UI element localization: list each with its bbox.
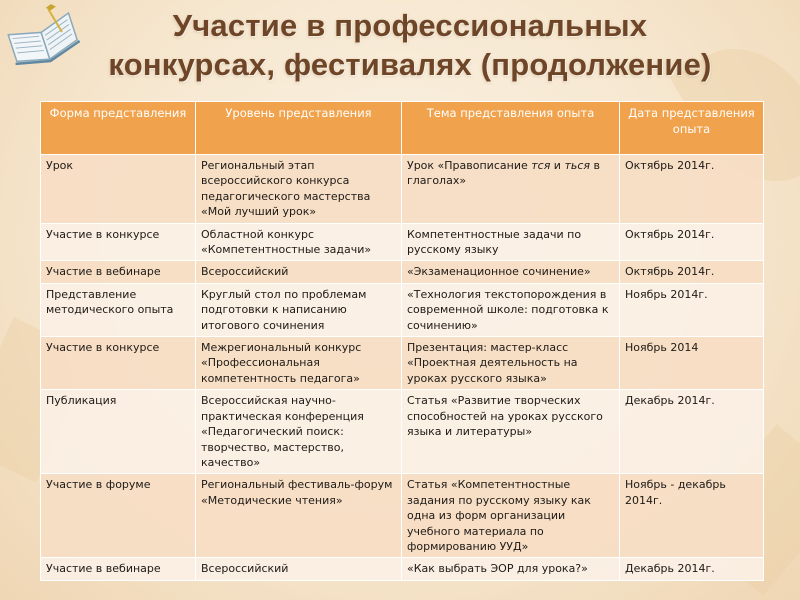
achievements-table [40, 101, 764, 581]
cell-level: Межрегиональный конкурс «Профессиональная компетентность педагога» [196, 337, 402, 390]
cell-date: Ноябрь 2014 [620, 337, 764, 390]
cell-form: Участие в форуме [41, 474, 196, 558]
cell-level: Всероссийский [196, 261, 402, 283]
title-line-1: Участие в профессиональных [172, 8, 648, 43]
cell-level: Всероссийский [196, 558, 402, 580]
cell-topic: «Как выбрать ЭОР для урока?» [402, 558, 620, 580]
table-row [41, 283, 764, 336]
table-row [41, 337, 764, 390]
cell-form: Участие в вебинаре [41, 261, 196, 283]
cell-topic: Компетентностные задачи по русскому языку [402, 223, 620, 261]
cell-level: Всероссийская научно-практическая конференция «Педагогический поиск: творчество, мастерство, качество» [196, 390, 402, 474]
cell-form: Участие в конкурсе [41, 337, 196, 390]
cell-topic: «Экзаменационное сочинение» [402, 261, 620, 283]
cell-level: Региональный этап всероссийского конкурса педагогического мастерства «Мой лучший урок» [196, 155, 402, 224]
cell-date: Октябрь 2014г. [620, 261, 764, 283]
cell-date: Декабрь 2014г. [620, 558, 764, 580]
cell-topic: Статья «Компетентностные задания по русскому языку как одна из форм организации учебного материала по формированию УУД» [402, 474, 620, 558]
header-date: Дата представления опыта [620, 102, 764, 155]
cell-form: Урок [41, 155, 196, 224]
cell-form: Представление методического опыта [41, 283, 196, 336]
header-level: Уровень представления [196, 102, 402, 155]
title-line-2: конкурсах, фестивалях (продолжение) [108, 47, 712, 82]
header-topic: Тема представления опыта [402, 102, 620, 155]
table-row [41, 558, 764, 580]
cell-topic: «Технология текстопорождения в современной школе: подготовка к сочинению» [402, 283, 620, 336]
table-row [41, 474, 764, 558]
header-form: Форма представления [41, 102, 196, 155]
cell-date: Декабрь 2014г. [620, 390, 764, 474]
table-row [41, 223, 764, 261]
cell-date: Октябрь 2014г. [620, 223, 764, 261]
cell-topic: Урок «Правописание тся и ться в глаголах» [402, 155, 620, 224]
table-row [41, 390, 764, 474]
cell-date: Ноябрь - декабрь 2014г. [620, 474, 764, 558]
cell-date: Ноябрь 2014г. [620, 283, 764, 336]
cell-level: Региональный фестиваль-форум «Методические чтения» [196, 474, 402, 558]
page-title [30, 6, 790, 84]
table-row [41, 261, 764, 283]
cell-topic: Презентация: мастер-класс «Проектная деятельность на уроках русского языка» [402, 337, 620, 390]
cell-level: Круглый стол по проблемам подготовки к написанию итогового сочинения [196, 283, 402, 336]
achievements-table-container [40, 101, 763, 581]
table-header-row [41, 102, 764, 155]
table-row [41, 155, 764, 224]
cell-form: Участие в конкурсе [41, 223, 196, 261]
cell-date: Октябрь 2014г. [620, 155, 764, 224]
cell-level: Областной конкурс «Компетентностные задачи» [196, 223, 402, 261]
cell-form: Участие в вебинаре [41, 558, 196, 580]
cell-form: Публикация [41, 390, 196, 474]
cell-topic: Статья «Развитие творческих способностей на уроках русского языка и литературы» [402, 390, 620, 474]
